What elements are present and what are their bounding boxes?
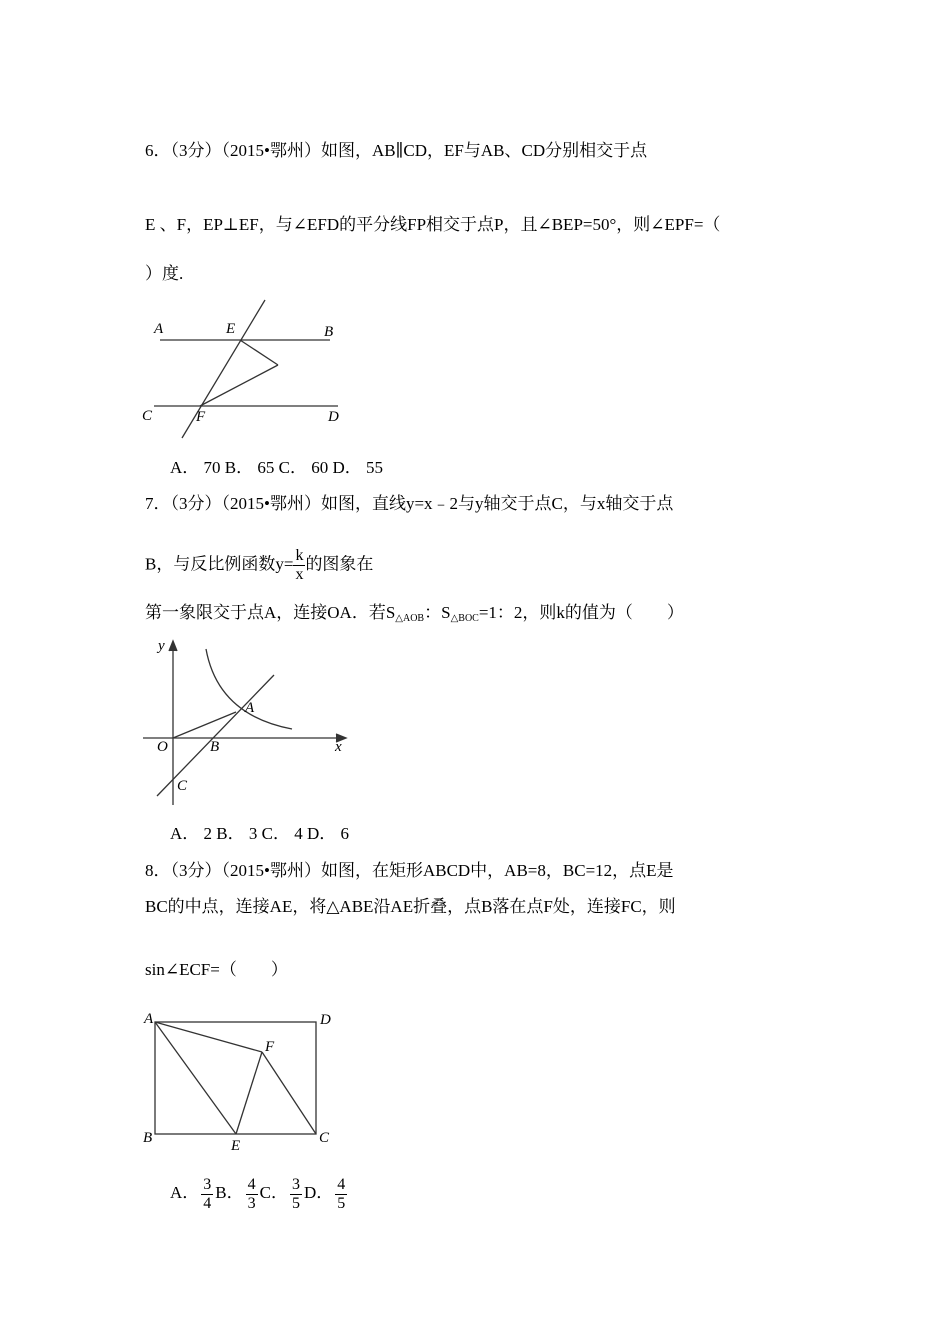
q6-label-f: F: [196, 409, 206, 425]
q8-option-c-den: 5: [291, 1194, 300, 1212]
q8-segment-af: [155, 1022, 262, 1052]
q8-segment-fc: [262, 1052, 316, 1134]
q8-option-d-den: 5: [337, 1194, 346, 1212]
q8-options: [170, 1173, 349, 1213]
q7-line2-pre: B，与反比例函数y=: [145, 554, 294, 574]
q6-label-a: A: [154, 321, 164, 337]
q8-segment-ef: [236, 1052, 262, 1134]
q7-options: A． 2 B． 3 C． 4 D． 6: [170, 824, 349, 843]
q6-line3: ）度.: [145, 264, 184, 283]
q7-line1: 7．（3分）（2015•鄂州）如图，直线y=x﹣2与y轴交于点C，与x轴交于点: [145, 494, 674, 513]
q8-figure: [140, 1005, 350, 1155]
q6-label-d: D: [328, 409, 339, 425]
q7-label-b: B: [210, 739, 220, 755]
q8-label-e: E: [231, 1138, 241, 1154]
q7-label-c: C: [177, 778, 188, 794]
q6-figure: [140, 295, 350, 445]
q7-sub-aob: △AOB: [395, 613, 425, 624]
q8-line1: 8．（3分）（2015•鄂州）如图，在矩形ABCD中，AB=8，BC=12，点E是: [145, 861, 674, 880]
q6-line1: 6．（3分）（2015•鄂州）如图，AB∥CD，EF与AB、CD分别相交于点: [145, 141, 648, 160]
q7-hyperbola: [206, 649, 292, 729]
q7-line2-post: 的图象在: [305, 554, 374, 574]
q8-option-b-num: 4: [247, 1175, 256, 1193]
q7-y-arrow: [169, 641, 177, 651]
q8-option-a-fraction: [201, 1177, 213, 1212]
q6-segment-ep: [240, 340, 278, 365]
q8-option-d-fraction: [335, 1177, 347, 1212]
q7-frac-den: x: [295, 566, 304, 583]
q8-option-d-num: 4: [337, 1175, 346, 1193]
q7-line-y-eq-x-minus-2: [157, 675, 274, 796]
q8-option-b-fraction: [246, 1177, 258, 1212]
q8-label-b: B: [143, 1130, 153, 1146]
q8-option-a-den: 4: [203, 1194, 212, 1212]
q8-option-b-den: 3: [247, 1194, 256, 1212]
q7-sub-boc: △BOC: [450, 613, 479, 624]
q8-option-c-letter: C．: [259, 1183, 288, 1202]
q6-label-c: C: [142, 408, 153, 424]
q8-line2: BC的中点，连接AE，将△ABE沿AE折叠，点B落在点F处，连接FC，则: [145, 897, 676, 916]
q7-line3: [145, 602, 684, 630]
q8-rectangle-abcd: [155, 1022, 316, 1134]
q8-option-a-letter: A．: [170, 1183, 200, 1202]
q7-label-a: A: [245, 700, 255, 716]
q7-figure: [140, 635, 360, 810]
q8-label-c: C: [319, 1130, 330, 1146]
q8-label-d: D: [320, 1012, 331, 1028]
q8-option-a-num: 3: [203, 1175, 212, 1193]
q8-option-d-letter: D．: [303, 1183, 334, 1202]
q8-option-c-num: 3: [291, 1175, 300, 1193]
q7-frac-num: k: [295, 547, 304, 564]
q6-label-e: E: [226, 321, 236, 337]
q6-options: A． 70 B． 65 C． 60 D． 55: [170, 458, 383, 477]
q7-line3-a: 第一象限交于点A，连接OA．若S: [145, 603, 396, 622]
q7-label-y: y: [158, 638, 165, 654]
q7-label-o: O: [157, 739, 168, 755]
q7-line3-b: ：S: [424, 603, 451, 622]
q8-option-c-fraction: [290, 1177, 302, 1212]
q8-option-b-letter: B．: [215, 1183, 244, 1202]
q8-line3: sin∠ECF=（ ）: [145, 960, 288, 979]
q7-fraction: [293, 548, 305, 583]
q6-label-b: B: [324, 324, 334, 340]
q7-line2: [145, 548, 373, 583]
q7-label-x: x: [335, 739, 342, 755]
q8-label-f: F: [265, 1039, 275, 1055]
q6-line2: E 、F，EP⊥EF，与∠EFD的平分线FP相交于点P，且∠BEP=50°，则∠EPF=（: [145, 215, 721, 234]
q8-label-a: A: [144, 1011, 154, 1027]
q7-line3-c: =1：2，则k的值为（ ）: [478, 603, 684, 622]
q6-segment-fp: [200, 365, 278, 406]
q8-segment-ae: [155, 1022, 236, 1134]
q6-transversal-ef: [182, 300, 265, 438]
